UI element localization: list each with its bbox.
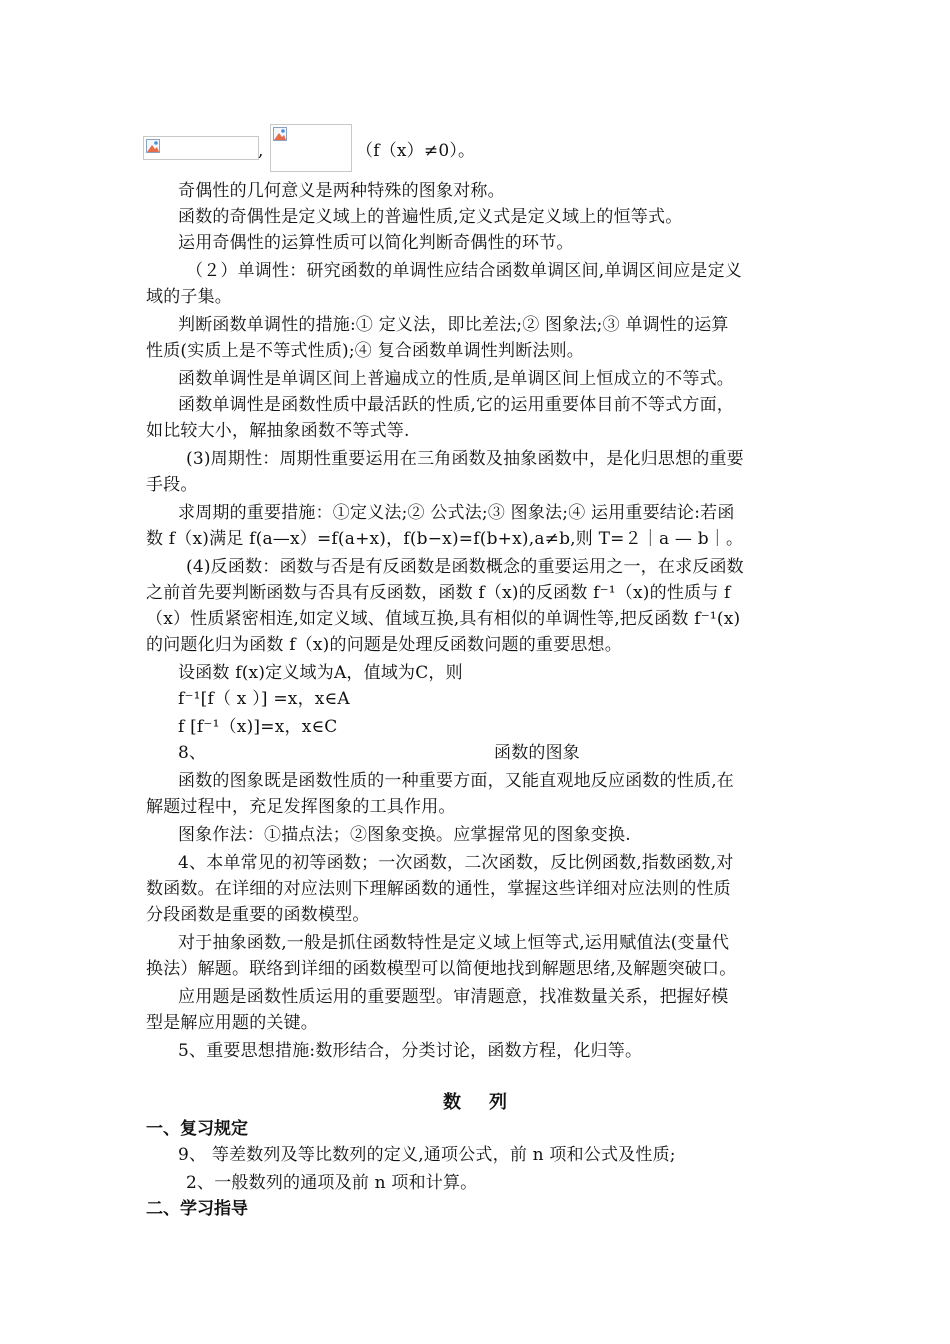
top-comma: , (258, 141, 264, 161)
paragraph-line: 应用题是函数性质运用的重要题型。审清题意，找准数量关系，把握好模 (178, 987, 729, 1007)
paragraph-line: 运用奇偶性的运算性质可以简化判断奇偶性的环节。 (178, 233, 574, 253)
paragraph-line: 解题过程中，充足发挥图象的工具作用。 (146, 797, 456, 817)
paragraph-line: 函数的奇偶性是定义域上的普遍性质,定义式是定义域上的恒等式。 (178, 207, 683, 227)
paragraph-line: 图象作法：①描点法；②图象变换。应掌握常见的图象变换. (178, 825, 631, 845)
paragraph-line: 设函数 f(x)定义域为A，值域为C，则 (178, 663, 463, 683)
paragraph-line: 型是解应用题的关键。 (146, 1013, 318, 1033)
paragraph-line: 手段。 (146, 475, 198, 495)
section-title: 函数的图象 (494, 743, 580, 763)
broken-image-1 (143, 136, 259, 160)
section-heading: 一、复习规定 (146, 1119, 248, 1139)
paragraph-line: 性质(实质上是不等式性质);④ 复合函数单调性判断法则。 (146, 341, 584, 361)
paragraph-line: (4)反函数：函数与否是有反函数是函数概念的重要运用之一，在求反函数 (186, 557, 744, 577)
section-number: 8、 (178, 743, 207, 763)
paragraph-line: 域的子集。 (146, 287, 232, 307)
paragraph-line: 判断函数单调性的措施:① 定义法，即比差法;② 图象法;③ 单调性的运算 (178, 315, 729, 335)
paragraph-line: 的问题化归为函数 f（x)的问题是处理反函数问题的重要思想。 (146, 635, 622, 655)
chapter-title: 数列 (443, 1092, 535, 1113)
paragraph-line: 分段函数是重要的函数模型。 (146, 905, 370, 925)
paragraph-line: 求周期的重要措施：①定义法;② 公式法;③ 图象法;④ 运用重要结论:若函 (178, 503, 735, 523)
list-item: 2、一般数列的通项及前 n 项和计算。 (186, 1173, 478, 1193)
paragraph-line: 函数的图象既是函数性质的一种重要方面，又能直观地反应函数的性质,在 (178, 771, 735, 791)
broken-image-2 (270, 124, 352, 172)
paragraph-line: (3)周期性：周期性重要运用在三角函数及抽象函数中，是化归思想的重要 (186, 449, 744, 469)
paragraph-line: （２）单调性：研究函数的单调性应结合函数单调区间,单调区间应是定义 (186, 261, 743, 281)
paragraph-line: 对于抽象函数,一般是抓住函数特性是定义域上恒等式,运用赋值法(变量代 (178, 933, 730, 953)
broken-image-icon (273, 127, 287, 141)
paragraph-line: 函数单调性是函数性质中最活跃的性质,它的运用重要体目前不等式方面， (178, 395, 735, 415)
paragraph-line: 函数单调性是单调区间上普遍成立的性质,是单调区间上恒成立的不等式。 (178, 369, 735, 389)
section-heading: 二、学习指导 (146, 1199, 248, 1219)
formula-line: f [f⁻¹（x)]=x，x∈C (178, 717, 338, 737)
paragraph-line: 如比较大小，解抽象函数不等式等. (146, 421, 410, 441)
paragraph-line: 数 f（x)满足 f(a—x）=f(a+x)，f(b−x)=f(b+x),a≠b,则 T=２｜a — b｜。 (146, 529, 744, 549)
paragraph-line: （x）性质紧密相连,如定义域、值域互换,具有相似的单调性等,把反函数 f⁻¹(x) (146, 609, 741, 629)
paragraph-line: 之前首先要判断函数与否具有反函数，函数 f（x)的反函数 f⁻¹（x)的性质与 f (146, 583, 731, 603)
nonzero-condition: （f（x）≠0）。 (356, 141, 476, 161)
paragraph-line: 4、本单常见的初等函数；一次函数，二次函数，反比例函数,指数函数,对 (178, 853, 734, 873)
paragraph-line: 换法）解题。联络到详细的函数模型可以简便地找到解题思绪,及解题突破口。 (146, 959, 737, 979)
broken-image-icon (146, 139, 160, 153)
paragraph-line: 奇偶性的几何意义是两种特殊的图象对称。 (178, 181, 505, 201)
paragraph-line: 数函数。在详细的对应法则下理解函数的通性，掌握这些详细对应法则的性质 (146, 879, 731, 899)
list-item: 9、 等差数列及等比数列的定义,通项公式，前 n 项和公式及性质; (178, 1145, 676, 1165)
formula-line: f⁻¹[f（ x ）] =x，x∈A (178, 689, 350, 709)
paragraph-line: 5、重要思想措施:数形结合，分类讨论，函数方程，化归等。 (178, 1041, 643, 1061)
